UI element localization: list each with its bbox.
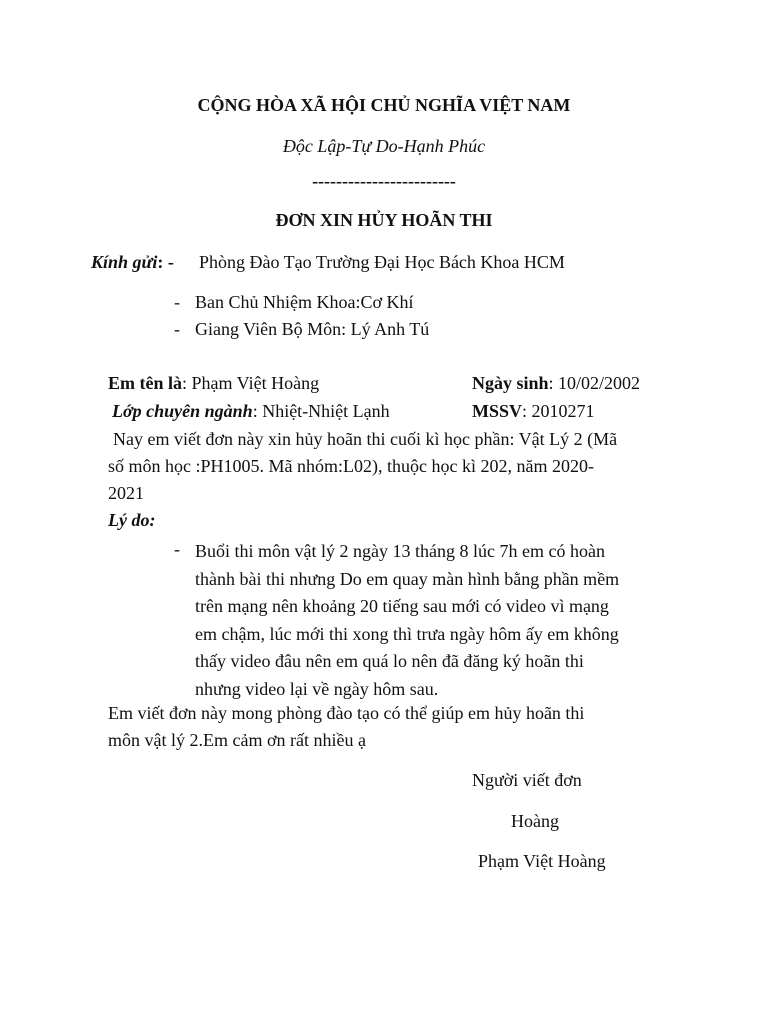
student-name-label: Em tên là bbox=[108, 373, 182, 393]
recipient-item: Ban Chủ Nhiệm Khoa:Cơ Khí bbox=[195, 292, 414, 312]
reason-label: Lý do: bbox=[108, 510, 156, 530]
reason-line: nhưng video lại về ngày hôm sau. bbox=[195, 678, 439, 699]
request-line: 2021 bbox=[108, 483, 144, 503]
closing-line: Em viết đơn này mong phòng đào tạo có thể giúp em hủy hoãn thi bbox=[108, 703, 585, 723]
student-class-row bbox=[112, 400, 390, 422]
request-line: số môn học :PH1005. Mã nhóm:L02), thuộc học kì 202, năm 2020- bbox=[108, 456, 594, 476]
signature-full-name: Phạm Việt Hoàng bbox=[478, 851, 606, 871]
student-id-value: : 2010271 bbox=[522, 401, 595, 421]
student-class-value: : Nhiệt-Nhiệt Lạnh bbox=[252, 401, 390, 421]
recipient-item: Phòng Đào Tạo Trường Đại Học Bách Khoa HCM bbox=[199, 252, 565, 272]
list-dash: - bbox=[174, 539, 180, 559]
reason-line: thấy video đâu nên em quá lo nên đã đăng ký hoãn thi bbox=[195, 651, 584, 672]
motto: Độc Lập-Tự Do-Hạnh Phúc bbox=[282, 136, 486, 156]
signature-title: Người viết đơn bbox=[472, 770, 582, 790]
reason-line: thành bài thi nhưng Do em quay màn hình bằng phần mềm bbox=[195, 568, 620, 589]
document-title: ĐƠN XIN HỦY HOÃN THI bbox=[275, 210, 493, 230]
student-id-label: MSSV bbox=[472, 401, 523, 421]
student-name-value: : Phạm Việt Hoàng bbox=[182, 373, 320, 393]
signature-sign: Hoàng bbox=[511, 811, 559, 831]
request-line: Nay em viết đơn này xin hủy hoãn thi cuối kì học phần: Vật Lý 2 (Mã bbox=[113, 429, 618, 449]
reason-line: em chậm, lúc mới thi xong thì trưa ngày hôm ấy em không bbox=[195, 623, 619, 644]
student-dob-row bbox=[472, 372, 640, 394]
student-class-label: Lớp chuyên ngành bbox=[112, 401, 253, 421]
student-dob-value: : 10/02/2002 bbox=[548, 373, 641, 393]
closing-line: môn vật lý 2.Em cảm ơn rất nhiều ạ bbox=[108, 730, 366, 750]
list-dash: - bbox=[174, 319, 180, 339]
student-dob-label: Ngày sinh bbox=[472, 373, 549, 393]
recipient-colon-dash: : - bbox=[157, 252, 174, 272]
recipient-label: Kính gửi bbox=[91, 252, 158, 272]
recipient-line-1 bbox=[91, 251, 174, 273]
list-dash: - bbox=[174, 292, 180, 312]
student-name-row bbox=[108, 372, 319, 394]
reason-line: Buổi thi môn vật lý 2 ngày 13 tháng 8 lúc 7h em có hoàn bbox=[195, 541, 605, 561]
reason-text bbox=[195, 538, 715, 704]
nation-heading: CỘNG HÒA XÃ HỘI CHỦ NGHĨA VIỆT NAM bbox=[197, 95, 571, 115]
student-id-row bbox=[472, 400, 595, 422]
separator-line: ------------------------ bbox=[312, 171, 456, 191]
reason-line: trên mạng nên khoảng 20 tiếng sau mới có video vì mạng bbox=[195, 596, 609, 617]
recipient-item: Giang Viên Bộ Môn: Lý Anh Tú bbox=[195, 319, 430, 339]
